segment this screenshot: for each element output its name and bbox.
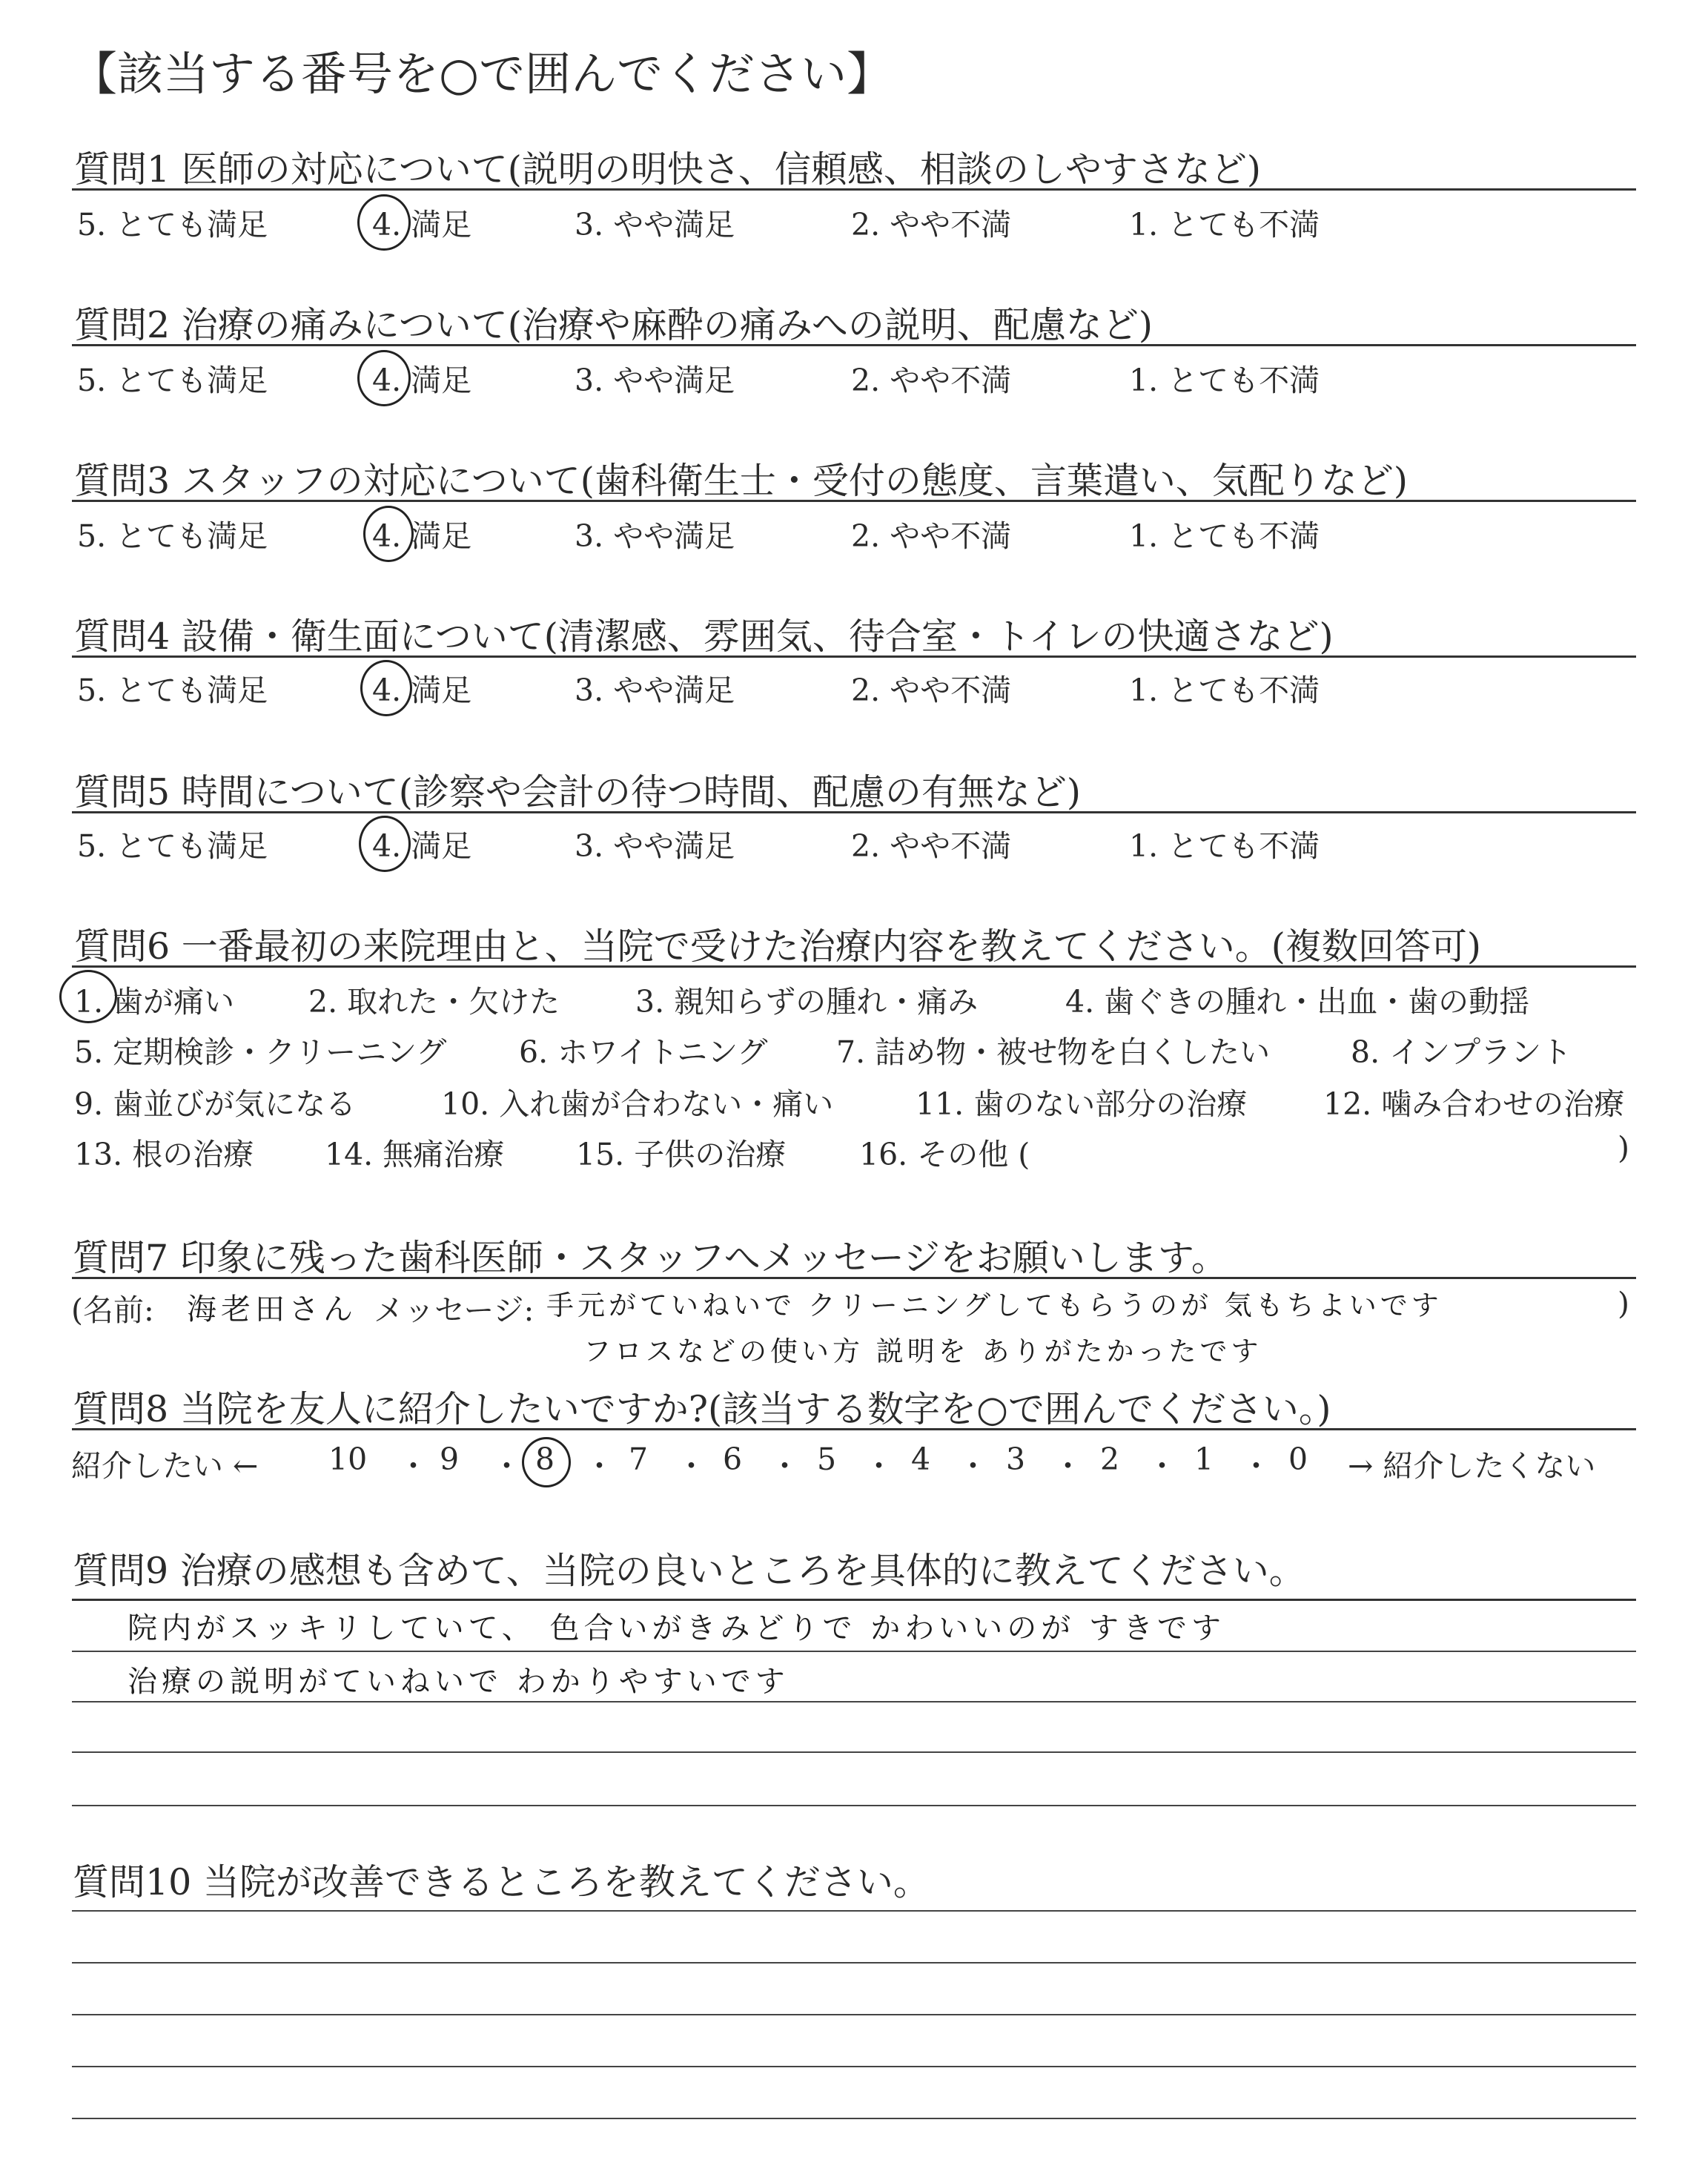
q6-option-14[interactable]: 14. 無痛治療: [325, 1137, 505, 1172]
q7-message-prefix: メッセージ:: [374, 1292, 534, 1328]
q6-option-5[interactable]: 5. 定期検診・クリーニング: [74, 1034, 447, 1070]
q3-option-1[interactable]: 1. とても不満: [1129, 518, 1320, 554]
question-7-label: 質問7 印象に残った歯科医師・スタッフへメッセージをお願いします。: [73, 1237, 1228, 1279]
q9-answer-rule: [72, 1751, 1636, 1753]
q8-scale-6[interactable]: 6: [723, 1441, 743, 1477]
q4-option-2[interactable]: 2. やや不満: [851, 673, 1012, 708]
q9-answer-rule: [72, 1805, 1636, 1806]
question-3-underline: [72, 500, 1636, 502]
q7-name-handwritten: 海老田さん: [187, 1292, 357, 1327]
q7-close-paren: ): [1618, 1286, 1629, 1321]
q8-right-label: → 紹介したくない: [1348, 1448, 1596, 1484]
question-1-underline: [72, 188, 1636, 191]
question-3-label: 質問3 スタッフの対応について(歯科衛生士・受付の態度、言葉遣い、気配りなど): [74, 460, 1409, 502]
question-10-label: 質問10 当院が改善できるところを教えてください。: [73, 1861, 930, 1903]
q10-answer-rule: [72, 1910, 1636, 1912]
q8-scale-7[interactable]: 7: [629, 1441, 649, 1477]
q8-scale-8[interactable]: 8: [535, 1441, 555, 1477]
q4-selection-circle: [360, 660, 412, 716]
q5-option-4[interactable]: 4. 満足: [372, 828, 472, 864]
question-8-underline: [72, 1428, 1636, 1430]
q5-selection-circle: [359, 816, 411, 872]
q6-option-3[interactable]: 3. 親知らずの腫れ・痛み: [635, 984, 979, 1020]
q7-message-line-2: フロスなどの使い方 説明を ありがたかったです: [583, 1335, 1262, 1367]
q9-answer-line-1: 院内がスッキリしていて、 色合いがきみどりで かわいいのが すきです: [128, 1611, 1225, 1645]
q5-option-3[interactable]: 3. やや満足: [575, 828, 735, 864]
q9-answer-rule: [72, 1701, 1636, 1702]
question-2-label: 質問2 治療の痛みについて(治療や麻酔の痛みへの説明、配慮など): [74, 304, 1153, 346]
q1-option-2[interactable]: 2. やや不満: [851, 207, 1012, 242]
q8-scale-0[interactable]: 0: [1288, 1441, 1308, 1477]
question-4-underline: [72, 655, 1636, 658]
q6-option-12[interactable]: 12. 噛み合わせの治療: [1323, 1086, 1625, 1122]
q4-option-4[interactable]: 4. 満足: [372, 673, 472, 708]
q6-option-9[interactable]: 9. 歯並びが気になる: [74, 1086, 357, 1122]
q3-selection-circle: [363, 506, 414, 562]
q8-scale-1[interactable]: 1: [1194, 1441, 1214, 1477]
q6-option-7[interactable]: 7. 詰め物・被せ物を白くしたい: [836, 1034, 1271, 1070]
q2-selection-circle: [357, 350, 411, 406]
q2-option-3[interactable]: 3. やや満足: [575, 363, 735, 398]
q8-scale-sep: ・: [1053, 1448, 1083, 1484]
q8-scale-sep: ・: [769, 1448, 800, 1484]
q4-option-3[interactable]: 3. やや満足: [575, 673, 735, 708]
q1-option-5[interactable]: 5. とても満足: [77, 207, 268, 242]
q7-message-line-1: 手元がていねいで クリーニングしてもらうのが 気もちよいです: [546, 1289, 1443, 1321]
question-2-underline: [72, 344, 1636, 346]
q8-scale-sep: ・: [676, 1448, 706, 1484]
q10-answer-rule: [72, 1962, 1636, 1964]
q2-option-2[interactable]: 2. やや不満: [851, 363, 1012, 398]
q4-option-5[interactable]: 5. とても満足: [77, 673, 268, 708]
q10-answer-rule: [72, 2118, 1636, 2119]
q6-option-6[interactable]: 6. ホワイトニング: [519, 1034, 768, 1070]
q6-other-close-paren: ): [1618, 1130, 1629, 1166]
question-7-underline: [72, 1277, 1636, 1279]
q6-option-15[interactable]: 15. 子供の治療: [576, 1137, 787, 1172]
q5-option-1[interactable]: 1. とても不満: [1129, 828, 1320, 864]
q1-option-1[interactable]: 1. とても不満: [1129, 207, 1320, 242]
question-4-label: 質問4 設備・衛生面について(清潔感、雰囲気、待合室・トイレの快適さなど): [74, 615, 1334, 658]
q8-scale-sep: ・: [398, 1448, 428, 1484]
q8-selection-circle: [522, 1437, 571, 1487]
q2-option-5[interactable]: 5. とても満足: [77, 363, 268, 398]
q8-left-label: 紹介したい ←: [71, 1448, 259, 1484]
q3-option-2[interactable]: 2. やや不満: [851, 518, 1012, 554]
q8-scale-sep: ・: [864, 1448, 894, 1484]
q6-option-13[interactable]: 13. 根の治療: [74, 1137, 254, 1172]
q9-answer-line-2: 治療の説明がていねいで わかりやすいです: [128, 1665, 790, 1699]
q6-option-2[interactable]: 2. 取れた・欠けた: [308, 984, 560, 1020]
q6-option-11[interactable]: 11. 歯のない部分の治療: [916, 1086, 1248, 1122]
q8-scale-10[interactable]: 10: [328, 1441, 368, 1477]
page-title: 【該当する番号を○で囲んでください】: [71, 47, 893, 101]
q5-option-5[interactable]: 5. とても満足: [77, 828, 268, 864]
q6-option-8[interactable]: 8. インプラント: [1351, 1034, 1572, 1070]
question-8-label: 質問8 当院を友人に紹介したいですか?(該当する数字を○で囲んでください。): [73, 1388, 1331, 1430]
question-5-underline: [72, 811, 1636, 813]
q6-selection-circle: [59, 970, 117, 1023]
q4-option-1[interactable]: 1. とても不満: [1129, 673, 1320, 708]
question-9-label: 質問9 治療の感想も含めて、当院の良いところを具体的に教えてください。: [73, 1550, 1305, 1592]
q8-scale-sep: ・: [1241, 1448, 1271, 1484]
q5-option-2[interactable]: 2. やや不満: [851, 828, 1012, 864]
q8-scale-sep: ・: [491, 1448, 522, 1484]
q6-option-4[interactable]: 4. 歯ぐきの腫れ・出血・歯の動揺: [1065, 984, 1530, 1020]
question-5-label: 質問5 時間について(診察や会計の待つ時間、配慮の有無など): [74, 771, 1082, 813]
q2-option-1[interactable]: 1. とても不満: [1129, 363, 1320, 398]
q9-answer-rule: [72, 1651, 1636, 1652]
q3-option-4[interactable]: 4. 満足: [372, 518, 472, 554]
q2-option-4[interactable]: 4. 満足: [372, 363, 472, 398]
q1-selection-circle: [357, 194, 411, 251]
q1-option-4[interactable]: 4. 満足: [372, 207, 472, 242]
q8-scale-4[interactable]: 4: [911, 1441, 931, 1477]
q8-scale-2[interactable]: 2: [1100, 1441, 1120, 1477]
question-6-underline: [72, 965, 1636, 968]
q8-scale-sep: ・: [1147, 1448, 1177, 1484]
question-1-label: 質問1 医師の対応について(説明の明快さ、信頼感、相談のしやすさなど): [74, 148, 1262, 191]
q8-scale-9[interactable]: 9: [440, 1441, 460, 1477]
q7-name-prefix: (名前:: [71, 1292, 154, 1328]
q8-scale-sep: ・: [584, 1448, 615, 1484]
q1-option-3[interactable]: 3. やや満足: [575, 207, 735, 242]
q10-answer-rule: [72, 2014, 1636, 2015]
q6-option-1[interactable]: 1. 歯が痛い: [74, 984, 235, 1020]
question-9-underline: [72, 1599, 1636, 1601]
q8-scale-5[interactable]: 5: [817, 1441, 837, 1477]
q8-scale-sep: ・: [958, 1448, 988, 1484]
q6-option-16[interactable]: 16. その他 (: [859, 1137, 1030, 1172]
q10-answer-rule: [72, 2066, 1636, 2067]
question-6-label: 質問6 一番最初の来院理由と、当院で受けた治療内容を教えてください。(複数回答可): [74, 925, 1481, 968]
q8-scale-3[interactable]: 3: [1006, 1441, 1026, 1477]
q3-option-3[interactable]: 3. やや満足: [575, 518, 735, 554]
q6-option-10[interactable]: 10. 入れ歯が合わない・痛い: [441, 1086, 834, 1122]
q3-option-5[interactable]: 5. とても満足: [77, 518, 268, 554]
